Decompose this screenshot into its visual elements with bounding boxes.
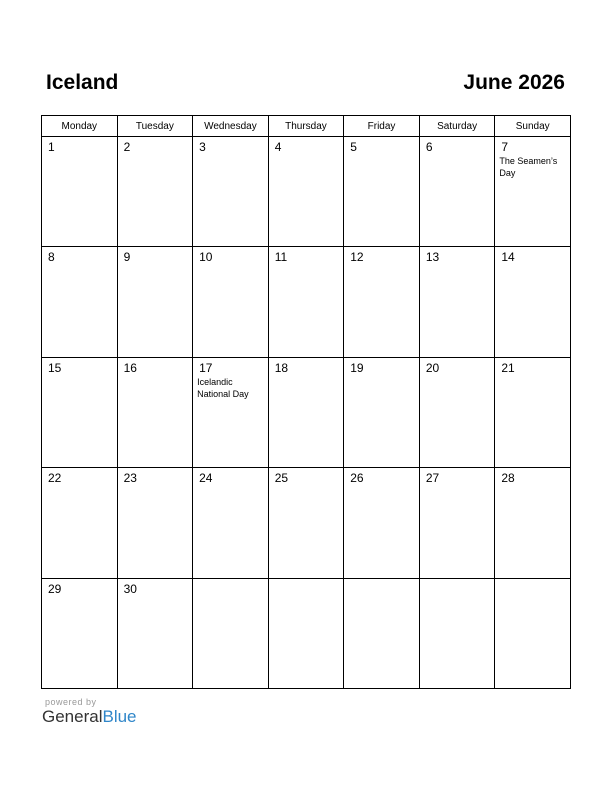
day-cell [419,137,495,247]
day-number: 29 [48,581,62,596]
generalblue-logo [42,707,137,727]
footer-branding [42,697,137,727]
day-number: 27 [425,471,440,486]
day-number: 9 [123,250,131,265]
day-cell [268,357,344,467]
day-number: 30 [123,581,137,596]
day-number: 6 [425,140,433,154]
day-cell [42,357,118,467]
day-cell [495,247,571,357]
holiday-label: The Seamen’s Day [499,156,558,178]
day-cell [419,247,495,357]
day-number: 15 [48,360,62,375]
day-number: 12 [350,250,364,265]
day-number: 2 [123,140,131,154]
holiday-label: Icelandic National Day [197,376,249,399]
brand-general: General [42,707,103,726]
day-cell [268,247,344,357]
day-cell [344,578,420,688]
day-cell [193,468,269,578]
day-number: 24 [199,471,213,486]
day-number: 25 [274,471,289,486]
day-cell [344,468,420,578]
day-cell [344,357,420,467]
day-number: 23 [123,471,137,486]
month-year-title: June 2026 [463,71,565,94]
day-cell [42,578,118,688]
day-number: 1 [48,140,55,154]
day-cell [268,578,344,688]
weekday-header: Wednesday [193,116,269,137]
day-cell [495,137,571,247]
day-number: 20 [425,360,440,375]
week-row [42,247,571,357]
day-cell [117,137,193,247]
day-cell [193,247,269,357]
day-cell [495,468,571,578]
day-cell [419,578,495,688]
day-cell [193,357,269,467]
day-cell [419,468,495,578]
day-cell [495,578,571,688]
day-number: 17 [199,360,213,375]
day-cell [117,578,193,688]
week-row [42,578,571,688]
day-number: 22 [48,471,62,486]
day-cell [193,137,269,247]
calendar-grid [41,115,571,689]
week-row [42,357,571,467]
day-cell [42,468,118,578]
weekday-header: Monday [42,116,118,137]
day-number: 8 [48,250,55,265]
weekday-header: Saturday [419,116,495,137]
day-cell [344,247,420,357]
day-cell [42,137,118,247]
day-number: 10 [199,250,213,265]
day-cell [268,468,344,578]
day-number: 18 [274,360,289,375]
country-title: Iceland [46,71,119,94]
day-number: 26 [350,471,364,486]
day-cell [42,247,118,357]
weekday-header: Friday [344,116,420,137]
day-number: 7 [501,140,509,154]
day-number: 28 [501,471,515,486]
day-cell [344,137,420,247]
day-number: 13 [425,250,440,265]
weekday-header: Sunday [495,116,571,137]
week-row [42,468,571,578]
day-cell [419,357,495,467]
day-number: 11 [274,250,288,265]
weekday-header: Thursday [268,116,344,137]
day-number: 3 [199,140,206,154]
day-cell [117,247,193,357]
weekday-header: Tuesday [117,116,193,137]
weekday-header-row [42,116,571,137]
brand-blue: Blue [102,707,137,726]
day-cell [495,357,571,467]
powered-by-text: powered by [45,697,97,707]
week-row [42,137,571,247]
day-number: 16 [123,360,137,375]
day-number: 4 [274,140,282,154]
day-cell [117,468,193,578]
day-number: 14 [501,250,515,265]
day-number: 5 [350,140,357,154]
day-cell [193,578,269,688]
day-cell [117,357,193,467]
day-number: 19 [350,360,364,375]
day-cell [268,137,344,247]
day-number: 21 [501,360,515,375]
